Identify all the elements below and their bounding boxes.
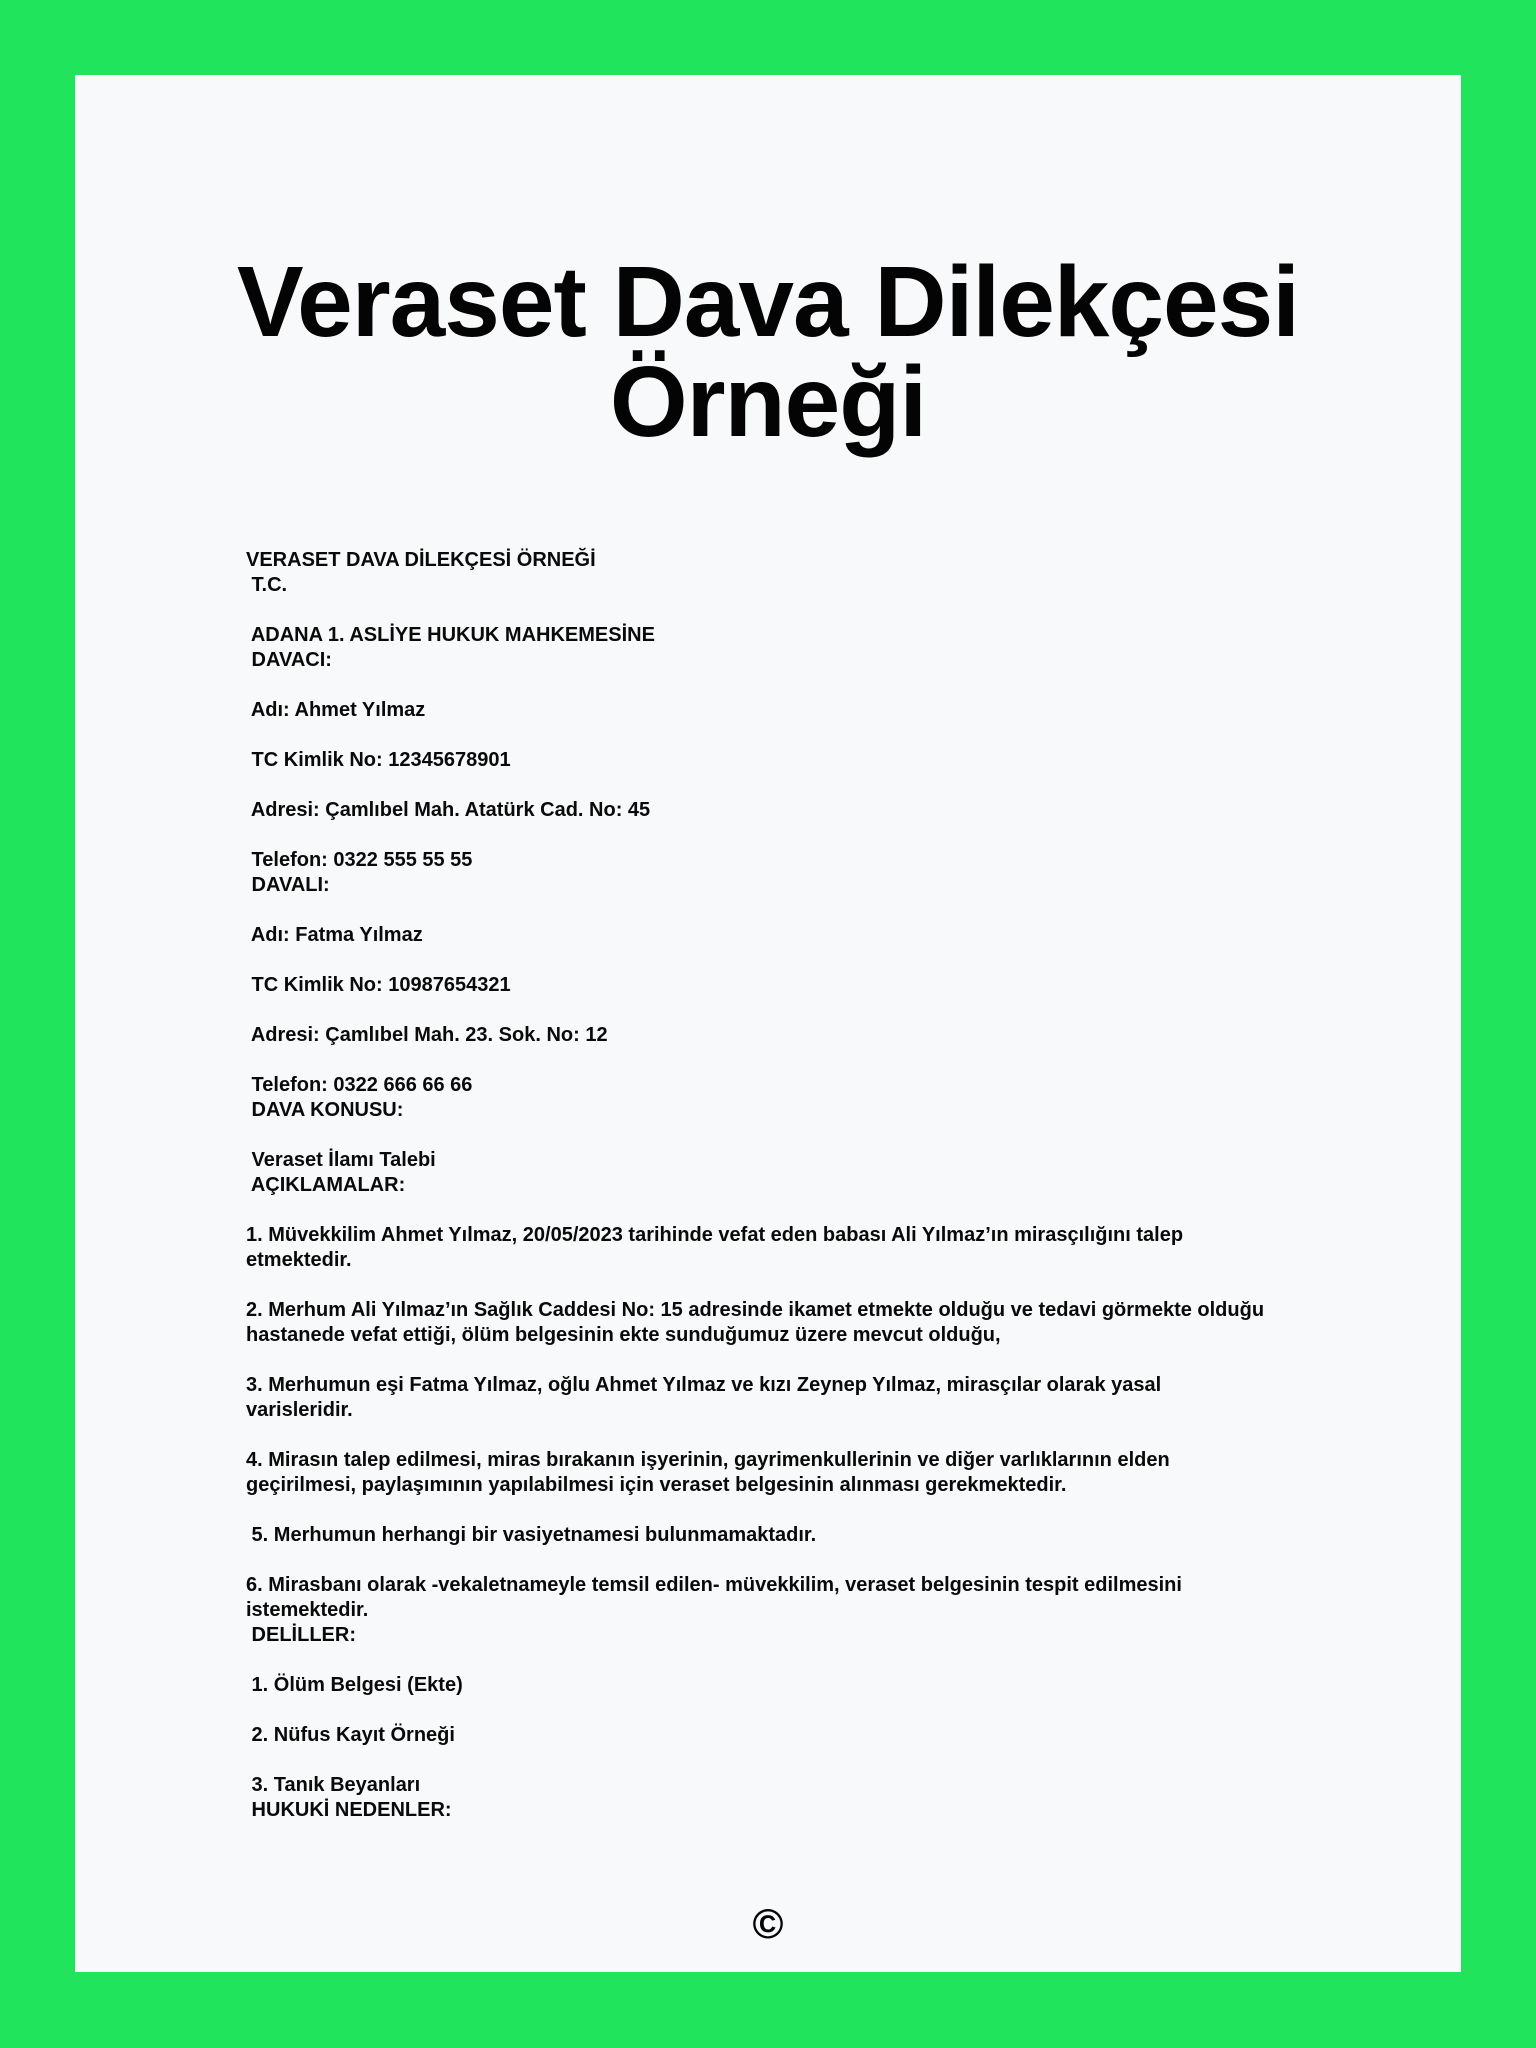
document-line: istemektedir. xyxy=(246,1599,369,1621)
document-line: VERASET DAVA DİLEKÇESİ ÖRNEĞİ xyxy=(246,549,596,571)
document-line: Adı: Fatma Yılmaz xyxy=(246,924,423,946)
document-line: T.C. xyxy=(246,574,288,596)
document-line: Adresi: Çamlıbel Mah. 23. Sok. No: 12 xyxy=(246,1024,608,1046)
document-line xyxy=(246,1048,1406,1073)
document-line xyxy=(246,1198,1406,1223)
document-line xyxy=(246,1123,1406,1148)
document-line xyxy=(246,898,1406,923)
document-line: Telefon: 0322 555 55 55 xyxy=(246,849,473,871)
document-page xyxy=(75,75,1461,1972)
document-line: TC Kimlik No: 10987654321 xyxy=(246,974,511,996)
document-line: DAVACI: xyxy=(246,649,332,671)
document-line xyxy=(246,1548,1406,1573)
document-line: varisleridir. xyxy=(246,1399,353,1421)
document-line: DELİLLER: xyxy=(246,1624,356,1646)
document-line: 4. Mirasın talep edilmesi, miras bırakanın işyerinin, gayrimenkullerinin ve diğer varlıklarının elden xyxy=(246,1449,1170,1471)
page-title-line1: Veraset Dava Dilekçesi xyxy=(236,246,1300,358)
document-line xyxy=(246,1348,1406,1373)
document-line: 2. Nüfus Kayıt Örneği xyxy=(246,1724,455,1746)
page-title xyxy=(75,246,1461,458)
document-body xyxy=(246,548,1406,1823)
document-line: DAVALI: xyxy=(246,874,330,896)
document-line: Adı: Ahmet Yılmaz xyxy=(246,699,426,721)
document-line xyxy=(246,1648,1406,1673)
document-line xyxy=(246,1273,1406,1298)
document-line xyxy=(246,1698,1406,1723)
document-line xyxy=(246,673,1406,698)
document-line xyxy=(246,948,1406,973)
document-line: TC Kimlik No: 12345678901 xyxy=(246,749,511,771)
document-line: 6. Mirasbanı olarak -vekaletnameyle temsil edilen- müvekkilim, veraset belgesinin tespit edilmesini xyxy=(246,1574,1182,1596)
document-line xyxy=(246,1748,1406,1773)
document-line xyxy=(246,773,1406,798)
document-line xyxy=(246,1498,1406,1523)
document-line: Veraset İlamı Talebi xyxy=(246,1149,436,1171)
document-line: ADANA 1. ASLİYE HUKUK MAHKEMESİNE xyxy=(246,624,655,646)
document-line: hastanede vefat ettiği, ölüm belgesinin ekte sunduğumuz üzere mevcut olduğu, xyxy=(246,1324,1001,1346)
document-line: 1. Ölüm Belgesi (Ekte) xyxy=(246,1674,463,1696)
document-line: AÇIKLAMALAR: xyxy=(246,1174,406,1196)
document-line: Telefon: 0322 666 66 66 xyxy=(246,1074,473,1096)
document-line: HUKUKİ NEDENLER: xyxy=(246,1799,452,1821)
document-line: geçirilmesi, paylaşımının yapılabilmesi için veraset belgesinin alınması gerekmektedir. xyxy=(246,1474,1067,1496)
document-line xyxy=(246,723,1406,748)
document-line: 3. Tanık Beyanları xyxy=(246,1774,421,1796)
document-line: Adresi: Çamlıbel Mah. Atatürk Cad. No: 45 xyxy=(246,799,651,821)
document-line: 2. Merhum Ali Yılmaz’ın Sağlık Caddesi No: 15 adresinde ikamet etmekte olduğu ve tedavi görmekte olduğu xyxy=(246,1299,1265,1321)
document-line xyxy=(246,598,1406,623)
copyright-icon: © xyxy=(752,1900,784,1947)
page-title-line2: Örneği xyxy=(609,346,927,458)
document-line xyxy=(246,823,1406,848)
document-line: DAVA KONUSU: xyxy=(246,1099,404,1121)
document-line: 5. Merhumun herhangi bir vasiyetnamesi bulunmamaktadır. xyxy=(246,1524,817,1546)
document-line: 3. Merhumun eşi Fatma Yılmaz, oğlu Ahmet Yılmaz ve kızı Zeynep Yılmaz, mirasçılar olarak yasal xyxy=(246,1374,1162,1396)
document-line: 1. Müvekkilim Ahmet Yılmaz, 20/05/2023 tarihinde vefat eden babası Ali Yılmaz’ın mirasçılığını talep xyxy=(246,1224,1184,1246)
document-line: etmektedir. xyxy=(246,1249,352,1271)
document-line xyxy=(246,1423,1406,1448)
document-line xyxy=(246,998,1406,1023)
